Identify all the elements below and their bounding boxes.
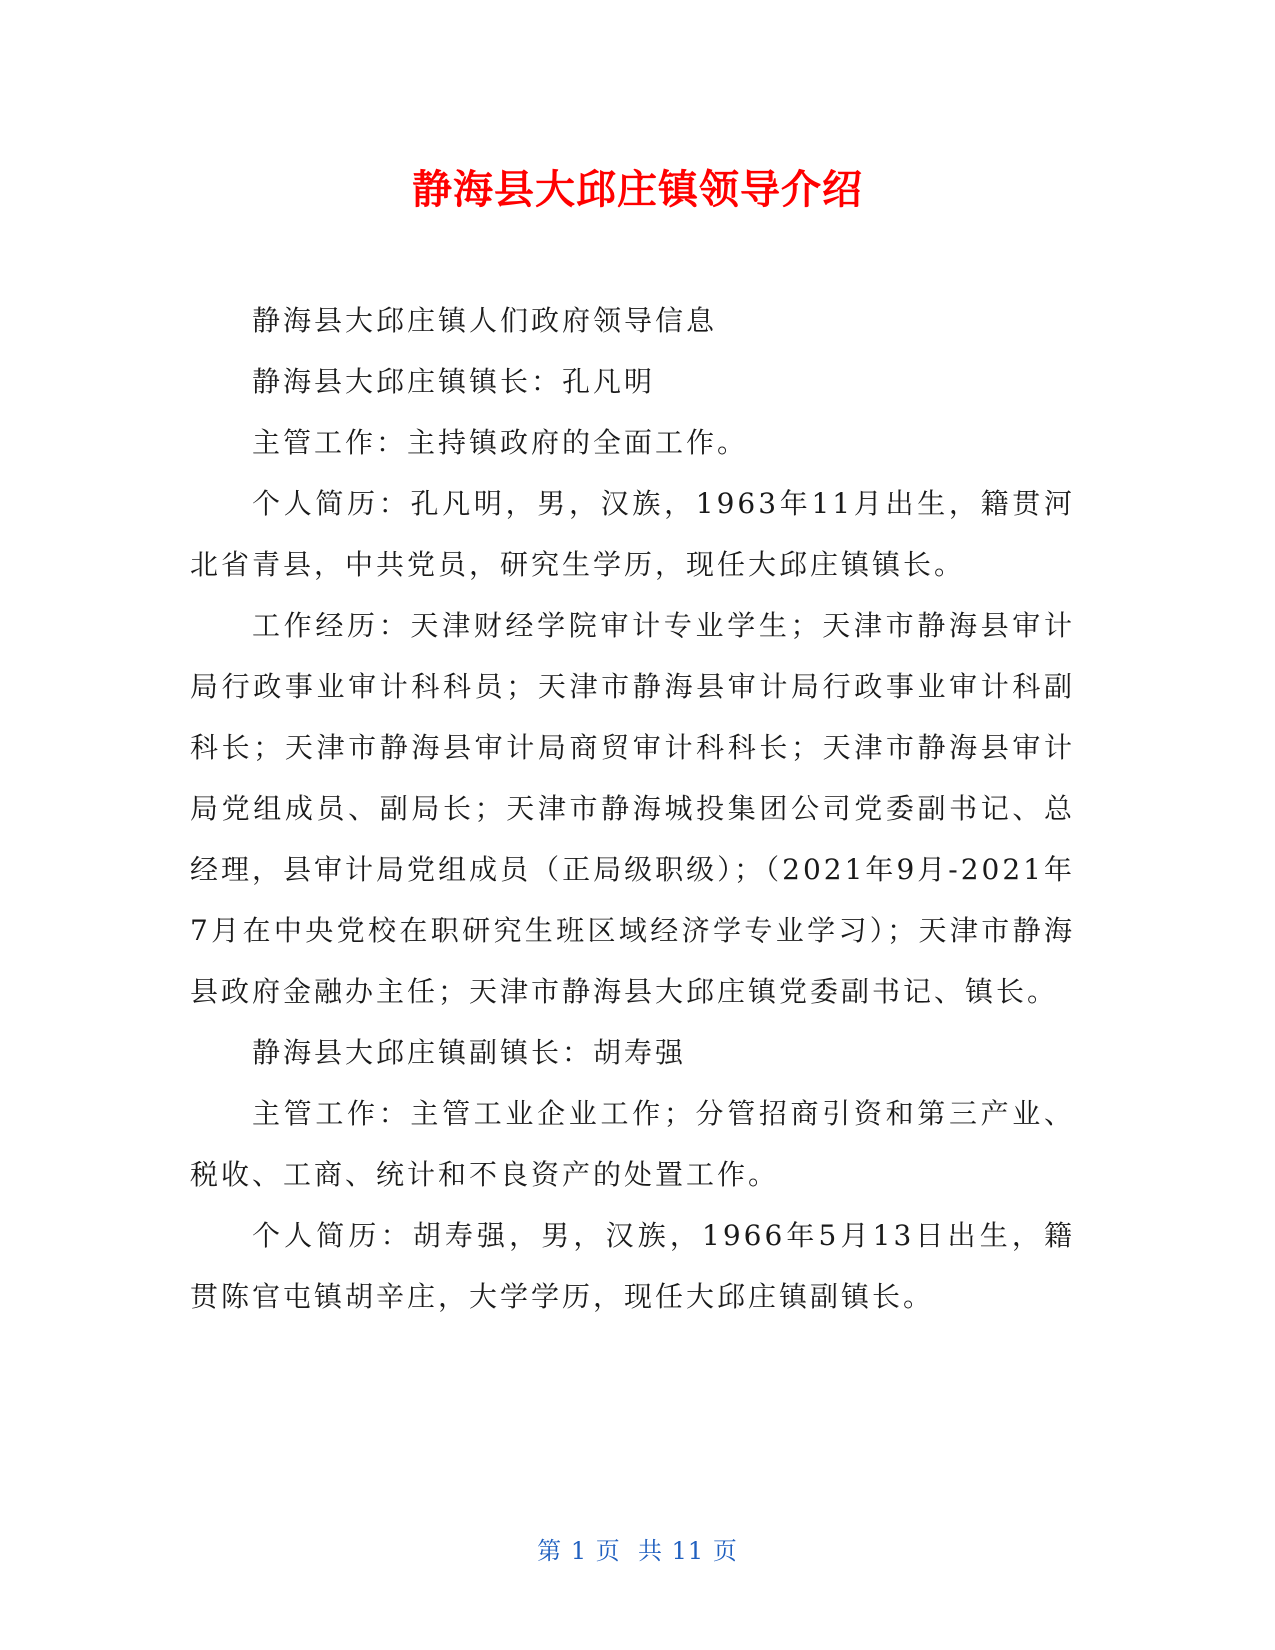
paragraph-mayor-duties: 主管工作：主持镇政府的全面工作。 — [252, 426, 749, 459]
document-title: 静海县大邱庄镇领导介绍 — [412, 167, 863, 213]
paragraph-deputy-mayor-profile: 个人简历：胡寿强，男，汉族，1966年5月13日出生，籍贯陈官屯镇胡辛庄，大学学历，现任大邱庄镇副镇长。 — [190, 1219, 1075, 1313]
paragraph-government-leaders: 静海县大邱庄镇人们政府领导信息 — [252, 304, 718, 337]
footer-total-pages: 11 — [671, 1537, 705, 1565]
paragraph-deputy-mayor-name: 静海县大邱庄镇副镇长：胡寿强 — [252, 1036, 687, 1069]
document-body — [190, 290, 1075, 1327]
footer-middle: 页 共 — [595, 1537, 663, 1565]
paragraph-mayor-experience: 工作经历：天津财经学院审计专业学生；天津市静海县审计局行政事业审计科科员；天津市静海县审计局行政事业审计科副科长；天津市静海县审计局商贸审计科科长；天津市静海县审计局党组成员、副局长；天津市静海城投集团公司党委副书记、总经理，县审计局党组成员（正局级职级）；（2021年9月-2021年7月在中央党校在职研究生班区域经济学专业学习）；天津市静海县政府金融办主任；天津市静海县大邱庄镇党委副书记、镇长。 — [190, 609, 1075, 1008]
footer-suffix: 页 — [712, 1537, 738, 1565]
paragraph-deputy-mayor-duties: 主管工作：主管工业企业工作；分管招商引资和第三产业、税收、工商、统计和不良资产的处置工作。 — [190, 1097, 1075, 1191]
paragraph-mayor-name: 静海县大邱庄镇镇长：孔凡明 — [252, 365, 656, 398]
footer-prefix: 第 — [537, 1537, 563, 1565]
footer-current-page: 1 — [570, 1537, 588, 1565]
paragraph-mayor-profile: 个人简历：孔凡明，男，汉族，1963年11月出生，籍贯河北省青县，中共党员，研究生学历，现任大邱庄镇镇长。 — [190, 487, 1075, 581]
page-footer — [0, 1534, 1275, 1568]
